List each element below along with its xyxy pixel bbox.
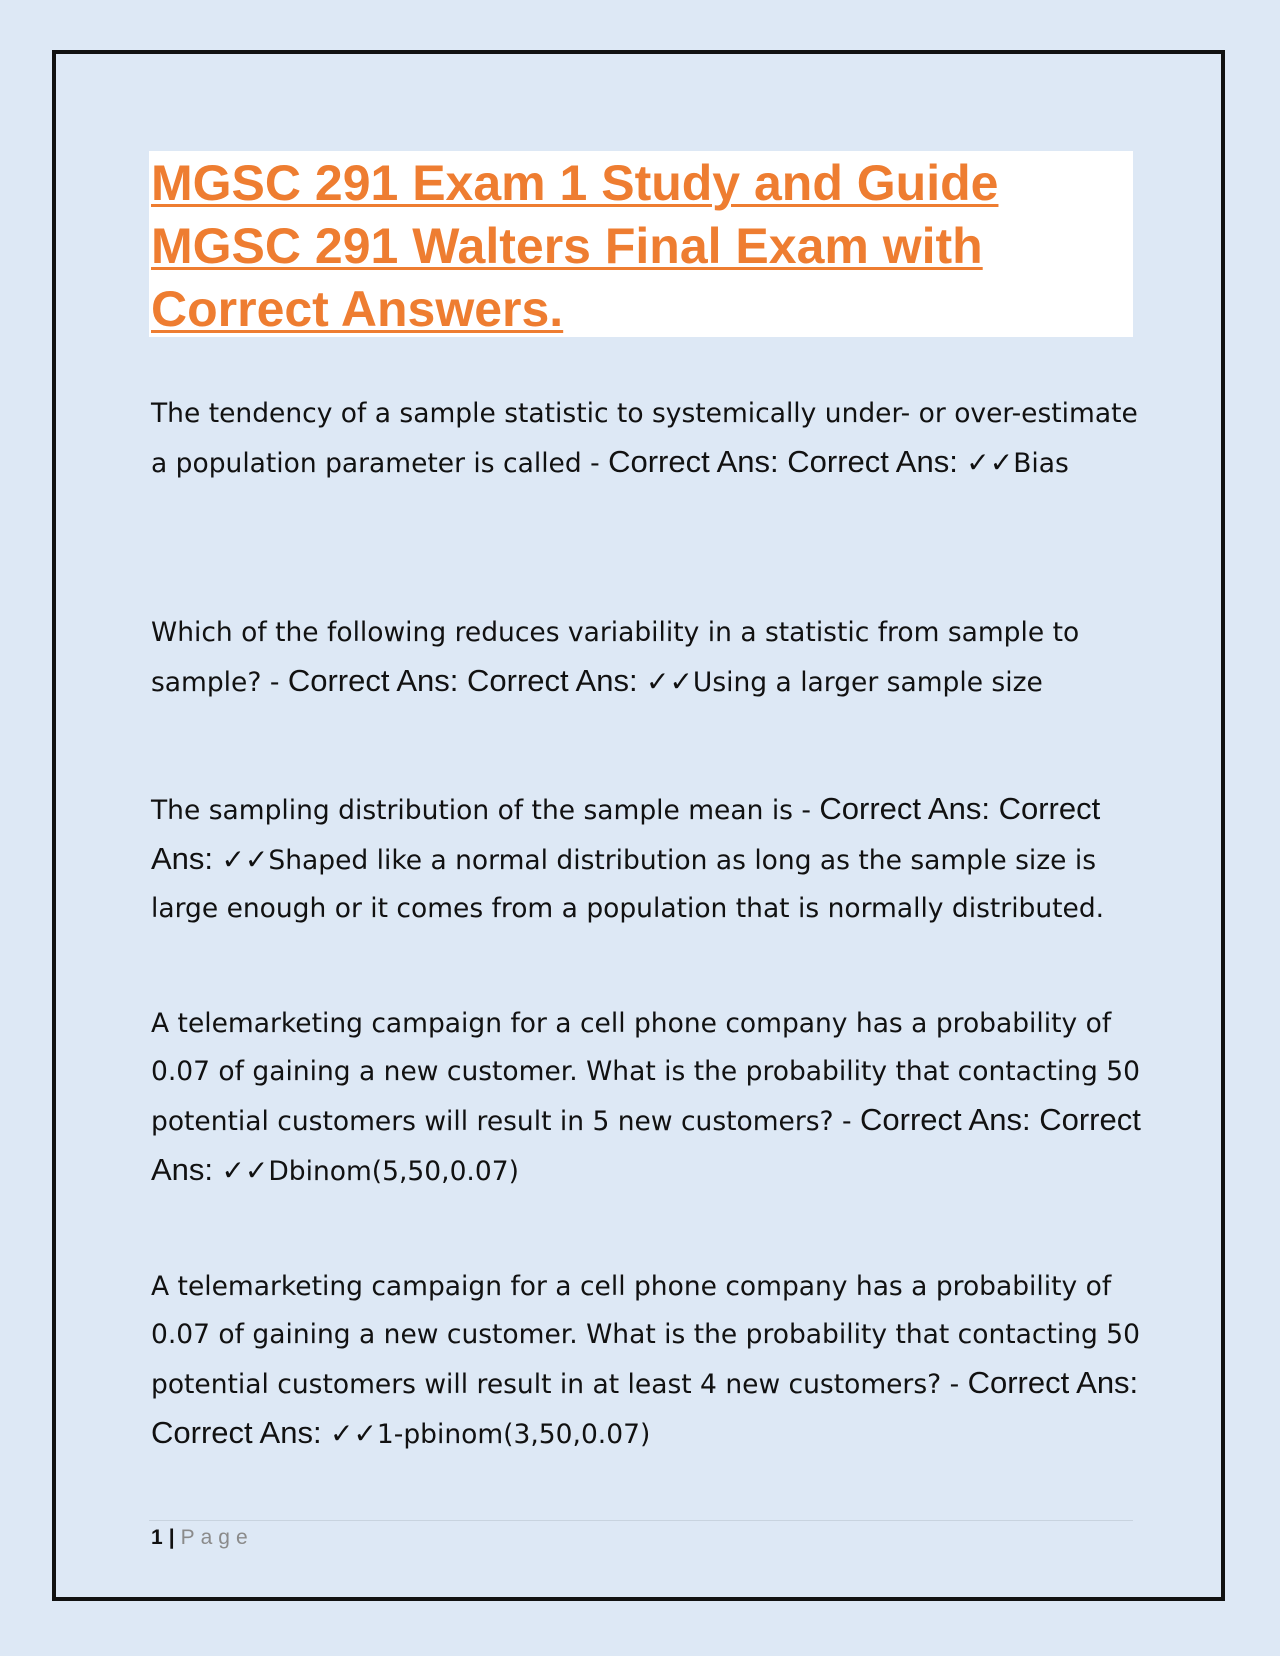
page-footer <box>151 1526 254 1550</box>
answer-text: Using a larger sample size <box>692 667 1043 698</box>
title-line-1: MGSC 291 Exam 1 Study and Guide <box>151 155 999 211</box>
document-title <box>151 152 998 341</box>
answer-text: Shaped like a normal distribution as long as the sample size is large enough or it comes from a population that is normally distributed. <box>151 845 1105 924</box>
page-number: 1 <box>151 1526 163 1549</box>
title-line-3: Correct Answers. <box>151 281 564 337</box>
answer-text: 1-pbinom(3,50,0.07) <box>376 1419 651 1450</box>
double-check-icon: ✓✓ <box>330 1417 377 1450</box>
page-label: Page <box>180 1526 254 1549</box>
qa-item-4 <box>151 1000 1141 1196</box>
answer-label: Correct Ans: Correct Ans: <box>287 663 638 698</box>
answer-label: Correct Ans: Correct Ans: <box>151 791 1101 876</box>
qa-item-1 <box>151 390 1141 488</box>
question-text: A telemarketing campaign for a cell phone company has a probability of 0.07 of gaining a new customer. What is the probability that contacting 50 potential customers will result in 5 new customers? - <box>151 1008 1140 1137</box>
title-line-2: MGSC 291 Walters Final Exam with <box>151 218 983 274</box>
footer-separator: | <box>168 1526 175 1549</box>
answer-text: Dbinom(5,50,0.07) <box>268 1156 519 1187</box>
qa-item-2 <box>151 609 1141 707</box>
question-text: The sampling distribution of the sample mean is - <box>151 795 820 826</box>
double-check-icon: ✓✓ <box>646 665 693 698</box>
double-check-icon: ✓✓ <box>221 1154 269 1187</box>
qa-item-3 <box>151 785 1141 933</box>
question-text: The tendency of a sample statistic to systemically under- or over-estimate a population parameter is called - <box>151 398 1138 479</box>
answer-label: Correct Ans: Correct Ans: <box>151 1365 1139 1450</box>
answer-label: Correct Ans: Correct Ans: <box>608 444 958 479</box>
double-check-icon: ✓✓ <box>221 843 269 876</box>
footer-divider <box>149 1520 1133 1521</box>
double-check-icon: ✓✓ <box>966 446 1014 479</box>
answer-label: Correct Ans: Correct Ans: <box>151 1102 1141 1187</box>
question-text: A telemarketing campaign for a cell phone company has a probability of 0.07 of gaining a new customer. What is the probability that contacting 50 potential customers will result in at least 4 new customers? - <box>151 1271 1140 1400</box>
answer-text: Bias <box>1013 448 1069 479</box>
qa-item-5 <box>151 1263 1141 1459</box>
question-text: Which of the following reduces variability in a statistic from sample to sample? - <box>151 617 1080 698</box>
